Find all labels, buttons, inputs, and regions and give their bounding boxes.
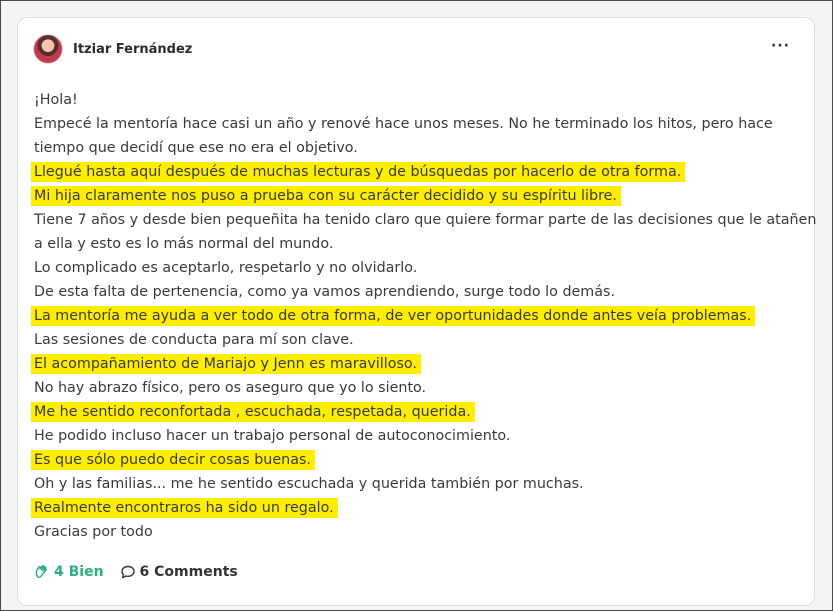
comments-button[interactable] bbox=[120, 564, 238, 580]
post-text: He podido incluso hacer un trabajo personal de autoconocimiento. bbox=[34, 428, 511, 444]
highlighted-text: La mentoría me ayuda a ver todo de otra forma, de ver oportunidades donde antes veía problemas. bbox=[31, 306, 755, 326]
post-header bbox=[33, 32, 192, 66]
highlighted-text: El acompañamiento de Mariajo y Jenn es maravilloso. bbox=[31, 354, 421, 374]
avatar[interactable] bbox=[33, 34, 63, 64]
highlighted-text: Mi hija claramente nos puso a prueba con su carácter decidido y su espíritu libre. bbox=[31, 186, 621, 206]
post-text-line bbox=[34, 328, 804, 352]
clapping-hands-icon bbox=[34, 564, 50, 580]
more-options-button[interactable]: ··· bbox=[771, 38, 790, 54]
post-text: tiempo que decidí que ese no era el objetivo. bbox=[34, 140, 358, 156]
post-text-line bbox=[34, 88, 804, 112]
post-text: ¡Hola! bbox=[34, 92, 78, 108]
like-button[interactable] bbox=[34, 564, 104, 580]
post-text-line bbox=[34, 376, 804, 400]
post-text-line bbox=[34, 256, 804, 280]
post-text-line bbox=[34, 400, 804, 424]
post-text: No hay abrazo físico, pero os aseguro que yo lo siento. bbox=[34, 380, 427, 396]
post-card bbox=[17, 17, 815, 606]
post-text-line bbox=[34, 448, 804, 472]
highlighted-text: Es que sólo puedo decir cosas buenas. bbox=[31, 450, 315, 470]
post-text-line bbox=[34, 496, 804, 520]
highlighted-text: Realmente encontraros ha sido un regalo. bbox=[31, 498, 338, 518]
post-text: Oh y las familias... me he sentido escuchada y querida también por muchas. bbox=[34, 476, 584, 492]
post-footer bbox=[34, 564, 238, 580]
highlighted-text: Me he sentido reconfortada , escuchada, respetada, querida. bbox=[31, 402, 475, 422]
post-text-line bbox=[34, 424, 804, 448]
post-text: a ella y esto es lo más normal del mundo. bbox=[34, 236, 334, 252]
post-text: De esta falta de pertenencia, como ya vamos aprendiendo, surge todo lo demás. bbox=[34, 284, 615, 300]
comment-bubble-icon bbox=[120, 564, 136, 580]
post-text-line bbox=[34, 208, 817, 232]
like-count: 4 Bien bbox=[54, 564, 104, 580]
post-text: Empecé la mentoría hace casi un año y renové hace unos meses. No he terminado los hitos, pero hace bbox=[34, 116, 773, 132]
comments-count: 6 Comments bbox=[139, 564, 238, 580]
post-body bbox=[34, 88, 817, 544]
post-text-line bbox=[34, 232, 804, 256]
post-text-line bbox=[34, 304, 804, 328]
post-text: Las sesiones de conducta para mí son clave. bbox=[34, 332, 354, 348]
post-text-line bbox=[34, 352, 804, 376]
post-text-line bbox=[34, 184, 804, 208]
author-name[interactable]: Itziar Fernández bbox=[73, 41, 193, 57]
post-text: Lo complicado es aceptarlo, respetarlo y no olvidarlo. bbox=[34, 260, 418, 276]
post-text-line bbox=[34, 136, 804, 160]
post-text-line bbox=[34, 280, 804, 304]
post-text-line bbox=[34, 160, 804, 184]
post-text-line bbox=[34, 472, 804, 496]
post-text-line bbox=[34, 520, 804, 544]
highlighted-text: Llegué hasta aquí después de muchas lecturas y de búsquedas por hacerlo de otra forma. bbox=[31, 162, 685, 182]
post-text: Gracias por todo bbox=[34, 524, 153, 540]
post-text-line bbox=[34, 112, 804, 136]
post-text: Tiene 7 años y desde bien pequeñita ha tenido claro que quiere formar parte de las decisiones que le atañen bbox=[34, 212, 817, 228]
